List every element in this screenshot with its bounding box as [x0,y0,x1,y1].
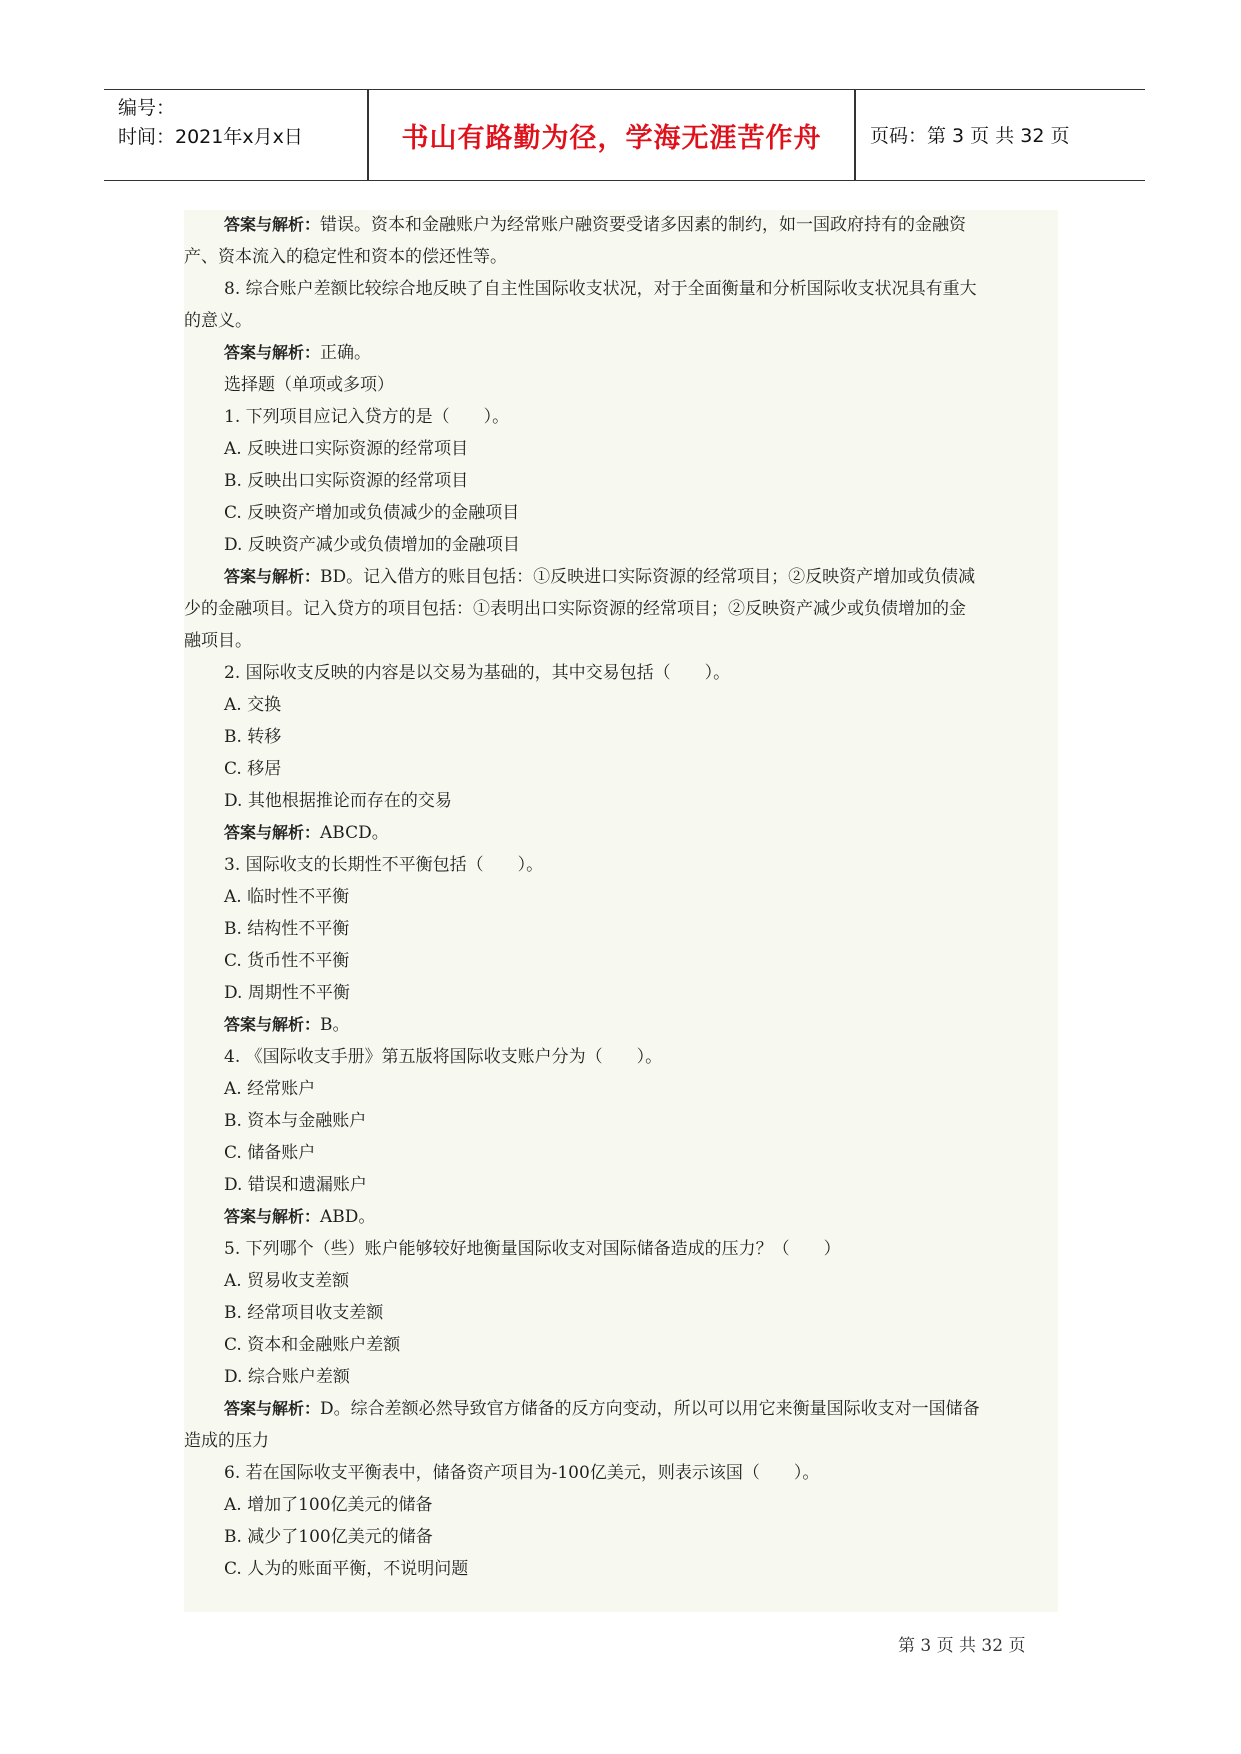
option-line: B. 结构性不平衡 [224,919,350,939]
question-line: 3. 国际收支的长期性不平衡包括（ ）。 [224,855,544,875]
option-line: C. 货币性不平衡 [224,951,350,971]
question-line: 6. 若在国际收支平衡表中，储备资产项目为-100亿美元，则表示该国（ ）。 [224,1463,820,1483]
document-time-label: 时间：2021年x月x日 [118,126,303,148]
option-line: D. 周期性不平衡 [224,983,350,1003]
answer-label: 答案与解析： [224,1207,321,1226]
document-body [184,210,1058,1612]
option-line: D. 综合账户差额 [224,1367,350,1387]
option-line: B. 反映出口实际资源的经常项目 [224,471,469,491]
option-line: A. 反映进口实际资源的经常项目 [224,439,469,459]
question-line: 1. 下列项目应记入贷方的是（ ）。 [224,407,510,427]
header-divider [854,90,856,180]
document-number-label: 编号： [118,97,176,119]
section-heading: 选择题（单项或多项） [224,375,394,395]
option-line: B. 资本与金融账户 [224,1111,367,1131]
answer-text: ABD。 [320,1207,376,1227]
answer-line [224,214,966,236]
option-line: A. 贸易收支差额 [224,1271,350,1291]
answer-line [224,566,975,588]
header-page-number: 页码：第 3 页 共 32 页 [870,125,1070,147]
option-line: A. 交换 [224,695,282,715]
page-footer: 第 3 页 共 32 页 [898,1636,1026,1656]
answer-text: B。 [320,1015,350,1035]
question-line: 8. 综合账户差额比较综合地反映了自主性国际收支状况，对于全面衡量和分析国际收支状况具有重大 [224,279,977,299]
option-line: C. 资本和金融账户差额 [224,1335,401,1355]
option-line: D. 反映资产减少或负债增加的金融项目 [224,535,520,555]
option-line: D. 其他根据推论而存在的交易 [224,791,452,811]
header-meta [118,94,303,152]
text-line: 少的金融项目。记入贷方的项目包括：①表明出口实际资源的经常项目；②反映资产减少或负债增加的金 [184,599,966,619]
answer-label: 答案与解析： [224,343,321,362]
option-line: D. 错误和遗漏账户 [224,1175,367,1195]
option-line: C. 储备账户 [224,1143,316,1163]
option-line: A. 临时性不平衡 [224,887,350,907]
text-line: 的意义。 [184,311,252,331]
option-line: B. 减少了100亿美元的储备 [224,1527,433,1547]
question-line: 4. 《国际收支手册》第五版将国际收支账户分为（ ）。 [224,1047,663,1067]
answer-label: 答案与解析： [224,1015,321,1034]
answer-line [224,342,371,364]
option-line: C. 反映资产增加或负债减少的金融项目 [224,503,520,523]
answer-text: 错误。资本和金融账户为经常账户融资要受诸多因素的制约，如一国政府持有的金融资 [320,215,967,235]
option-line: A. 经常账户 [224,1079,316,1099]
answer-line [224,822,389,844]
answer-line [224,1398,980,1420]
answer-line [224,1206,375,1228]
answer-label: 答案与解析： [224,215,321,234]
answer-label: 答案与解析： [224,1399,321,1418]
answer-label: 答案与解析： [224,567,321,586]
page-header [104,89,1145,181]
question-line: 2. 国际收支反映的内容是以交易为基础的，其中交易包括（ ）。 [224,663,731,683]
text-line: 产、资本流入的稳定性和资本的偿还性等。 [184,247,507,267]
answer-line [224,1014,350,1036]
text-line: 造成的压力 [184,1431,269,1451]
option-line: B. 转移 [224,727,282,747]
answer-text: ABCD。 [320,823,389,843]
answer-text: D。综合差额必然导致官方储备的反方向变动，所以可以用它来衡量国际收支对一国储备 [320,1399,980,1419]
option-line: C. 移居 [224,759,282,779]
option-line: C. 人为的账面平衡，不说明问题 [224,1559,469,1579]
header-motto: 书山有路勤为径，学海无涯苦作舟 [401,123,822,154]
question-line: 5. 下列哪个（些）账户能够较好地衡量国际收支对国际储备造成的压力？（ ） [224,1239,841,1259]
answer-text: 正确。 [320,343,372,363]
text-line: 融项目。 [184,631,252,651]
answer-text: BD。记入借方的账目包括：①反映进口实际资源的经常项目；②反映资产增加或负债减 [320,567,976,587]
option-line: A. 增加了100亿美元的储备 [224,1495,433,1515]
option-line: B. 经常项目收支差额 [224,1303,384,1323]
answer-label: 答案与解析： [224,823,321,842]
